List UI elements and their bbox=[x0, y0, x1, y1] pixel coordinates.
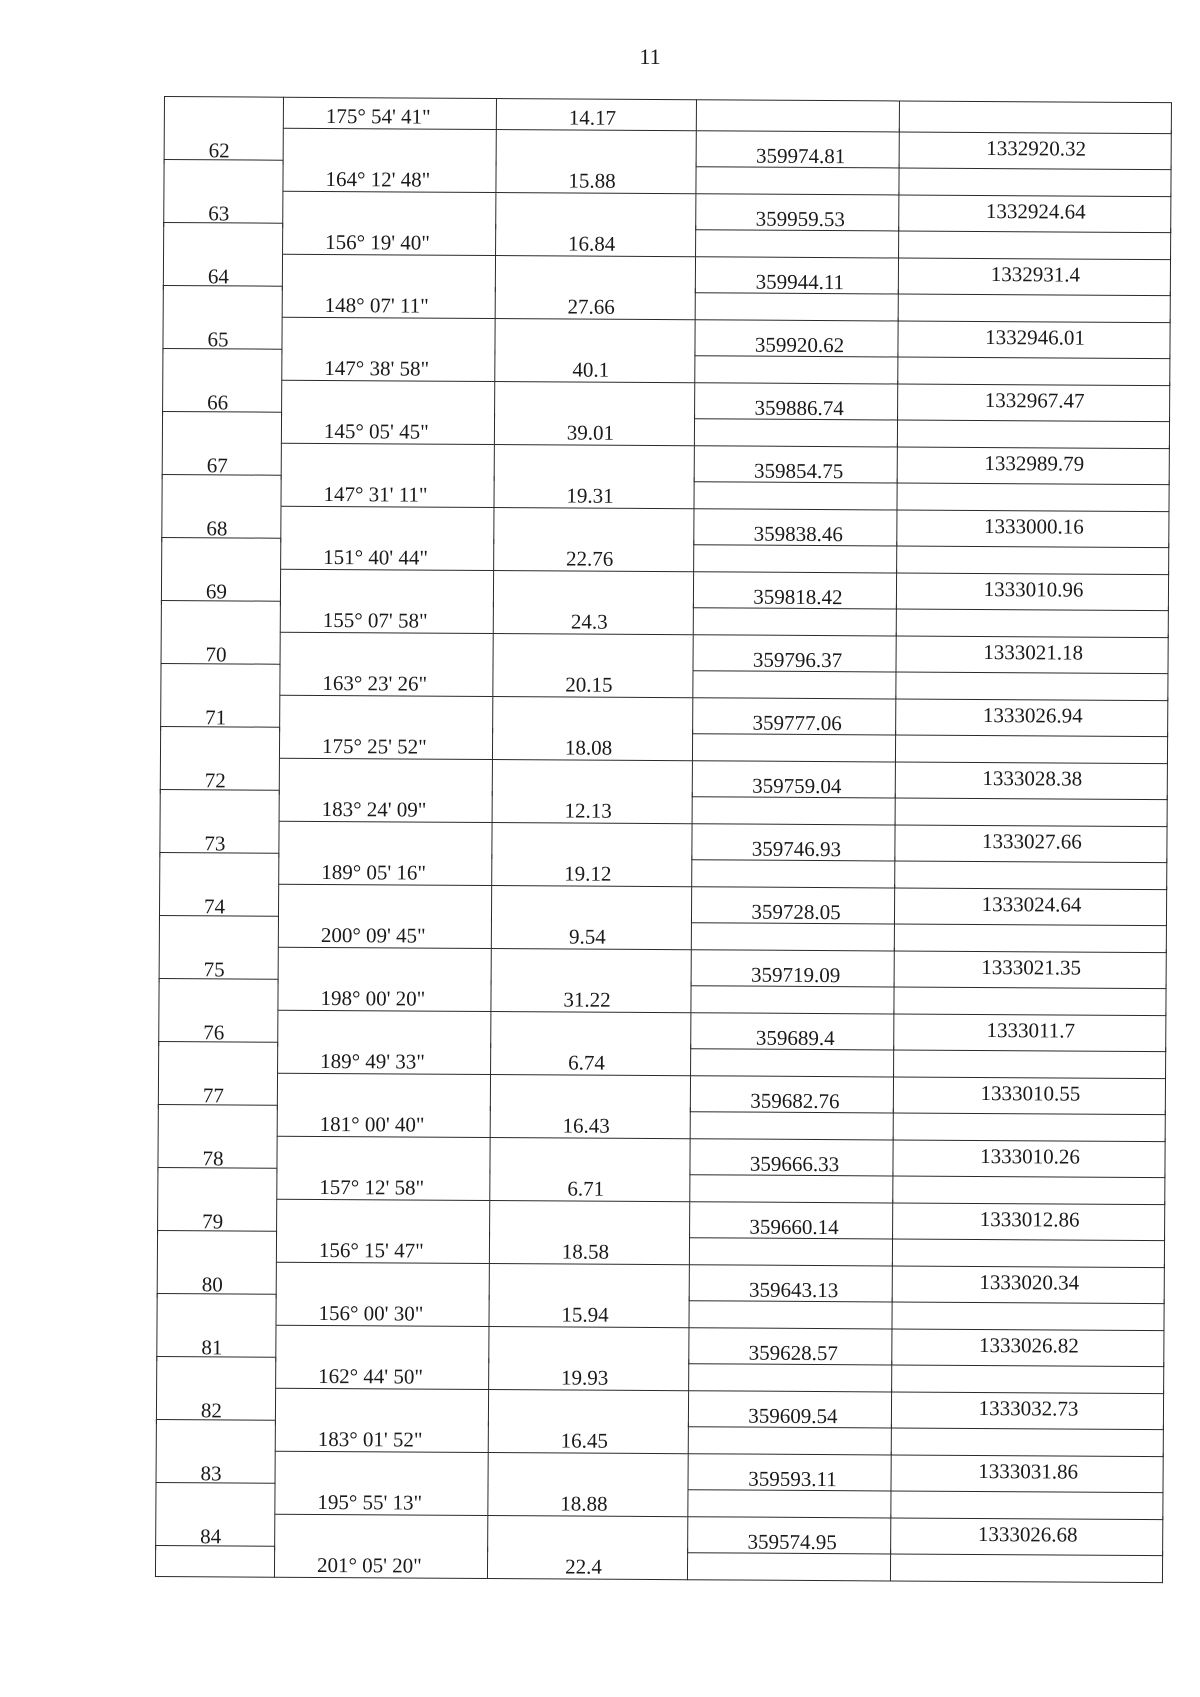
distance-cell: 18.08 bbox=[492, 728, 692, 761]
x-coordinate-cell: 359728.05 bbox=[691, 887, 894, 924]
bearing-cell: 163° 23' 26" bbox=[279, 664, 492, 697]
x-coordinate-cell: 359660.14 bbox=[689, 1202, 892, 1239]
x-coordinate-cell bbox=[695, 225, 898, 258]
distance-cell: 6.74 bbox=[490, 1043, 690, 1076]
x-coordinate-cell: 359818.42 bbox=[693, 572, 896, 609]
x-coordinate-cell bbox=[693, 603, 896, 636]
point-number-cell: 70 bbox=[161, 631, 280, 668]
point-number-cell: 77 bbox=[158, 1072, 277, 1109]
point-number-cell bbox=[163, 222, 282, 254]
x-coordinate-cell: 359944.11 bbox=[695, 257, 898, 294]
x-coordinate-cell: 359574.95 bbox=[687, 1517, 890, 1554]
bearing-cell: 162° 44' 50" bbox=[275, 1357, 488, 1390]
x-coordinate-cell: 359920.62 bbox=[694, 320, 897, 357]
point-number-cell: 74 bbox=[159, 883, 278, 920]
distance-cell: 9.54 bbox=[491, 917, 691, 950]
y-coordinate-cell: 1333012.86 bbox=[892, 1199, 1165, 1241]
bearing-cell: 164° 12' 48" bbox=[282, 160, 495, 193]
x-coordinate-cell: 359609.54 bbox=[688, 1391, 891, 1428]
x-coordinate-cell bbox=[693, 477, 896, 510]
x-coordinate-cell: 359593.11 bbox=[687, 1454, 890, 1491]
distance-cell: 16.43 bbox=[490, 1106, 690, 1139]
y-coordinate-cell: 1333026.68 bbox=[890, 1514, 1163, 1556]
x-coordinate-cell: 359682.76 bbox=[690, 1076, 893, 1113]
x-coordinate-cell bbox=[688, 1296, 891, 1329]
bearing-cell: 198° 00' 20" bbox=[277, 979, 490, 1012]
x-coordinate-cell: 359959.53 bbox=[695, 194, 898, 231]
x-coordinate-cell: 359643.13 bbox=[689, 1265, 892, 1302]
x-coordinate-cell bbox=[694, 351, 897, 384]
point-number-cell bbox=[161, 474, 280, 506]
bearing-cell: 181° 00' 40" bbox=[277, 1105, 490, 1138]
point-number-cell: 84 bbox=[155, 1513, 274, 1550]
x-coordinate-cell bbox=[691, 855, 894, 888]
x-coordinate-cell: 359777.06 bbox=[692, 698, 895, 735]
bearing-cell: 183° 24' 09" bbox=[279, 790, 492, 823]
x-coordinate-cell bbox=[692, 792, 895, 825]
y-coordinate-cell: 1332924.64 bbox=[898, 191, 1171, 233]
point-number-cell: 71 bbox=[160, 694, 279, 731]
x-coordinate-cell: 359628.57 bbox=[688, 1328, 891, 1365]
x-coordinate-cell bbox=[689, 1170, 892, 1203]
x-coordinate-cell: 359719.09 bbox=[691, 950, 894, 987]
page-number: 11 bbox=[639, 44, 661, 69]
point-number-cell: 83 bbox=[156, 1450, 275, 1487]
y-coordinate-cell: 1333028.38 bbox=[895, 758, 1168, 800]
bearing-cell: 175° 54' 41" bbox=[283, 97, 496, 130]
point-number-cell bbox=[161, 600, 280, 632]
bearing-cell: 200° 09' 45" bbox=[278, 916, 491, 949]
distance-cell: 39.01 bbox=[494, 413, 694, 446]
y-coordinate-cell: 1332989.79 bbox=[897, 443, 1170, 485]
x-coordinate-cell bbox=[695, 288, 898, 321]
point-number-cell bbox=[155, 1482, 274, 1514]
point-number-cell bbox=[160, 789, 279, 821]
y-coordinate-cell: 1332931.4 bbox=[898, 254, 1171, 296]
point-number-cell bbox=[159, 915, 278, 947]
point-number-cell bbox=[163, 285, 282, 317]
x-coordinate-cell bbox=[687, 1485, 890, 1518]
y-coordinate-cell: 1333010.55 bbox=[893, 1073, 1166, 1115]
x-coordinate-cell: 359854.75 bbox=[694, 446, 897, 483]
x-coordinate-cell bbox=[696, 99, 899, 132]
distance-cell: 19.93 bbox=[488, 1358, 688, 1391]
y-coordinate-cell: 1333032.73 bbox=[891, 1388, 1164, 1430]
point-number-cell: 73 bbox=[159, 820, 278, 857]
y-coordinate-cell: 1333021.18 bbox=[895, 632, 1168, 674]
point-number-cell bbox=[157, 1167, 276, 1199]
distance-cell: 16.84 bbox=[495, 224, 695, 257]
x-coordinate-cell: 359838.46 bbox=[693, 509, 896, 546]
distance-cell: 19.12 bbox=[491, 854, 691, 887]
point-number-cell bbox=[161, 537, 280, 569]
bearing-cell: 156° 19' 40" bbox=[282, 223, 495, 256]
point-number-cell: 76 bbox=[158, 1009, 277, 1046]
x-coordinate-cell: 359759.04 bbox=[692, 761, 895, 798]
distance-cell: 15.94 bbox=[488, 1295, 688, 1328]
x-coordinate-cell bbox=[690, 1044, 893, 1077]
distance-cell: 31.22 bbox=[490, 980, 690, 1013]
coordinate-table bbox=[155, 96, 1172, 1583]
distance-cell: 12.13 bbox=[492, 791, 692, 824]
x-coordinate-cell: 359974.81 bbox=[696, 131, 899, 168]
x-coordinate-cell bbox=[694, 414, 897, 447]
y-coordinate-cell bbox=[890, 1549, 1163, 1582]
x-coordinate-cell bbox=[690, 981, 893, 1014]
bearing-cell: 147° 31' 11" bbox=[280, 475, 493, 508]
y-coordinate-cell: 1333026.94 bbox=[895, 695, 1168, 737]
bearing-cell: 195° 55' 13" bbox=[274, 1483, 487, 1516]
x-coordinate-cell bbox=[691, 918, 894, 951]
point-number-cell: 79 bbox=[157, 1198, 276, 1235]
point-number-cell: 82 bbox=[156, 1387, 275, 1424]
bearing-cell: 201° 05' 20" bbox=[274, 1546, 487, 1579]
bearing-cell: 148° 07' 11" bbox=[282, 286, 495, 319]
y-coordinate-cell: 1332946.01 bbox=[897, 317, 1170, 359]
distance-cell: 6.71 bbox=[489, 1169, 689, 1202]
point-number-cell bbox=[162, 348, 281, 380]
point-number-cell: 69 bbox=[161, 568, 280, 605]
bearing-row bbox=[155, 1545, 1163, 1583]
bearing-cell: 147° 38' 58" bbox=[281, 349, 494, 382]
y-coordinate-cell: 1333024.64 bbox=[894, 884, 1167, 926]
point-number-cell: 63 bbox=[163, 190, 282, 227]
bearing-cell: 157° 12' 58" bbox=[276, 1168, 489, 1201]
x-coordinate-cell: 359886.74 bbox=[694, 383, 897, 420]
point-number-cell: 68 bbox=[161, 505, 280, 542]
x-coordinate-cell bbox=[693, 540, 896, 573]
x-coordinate-cell: 359746.93 bbox=[691, 824, 894, 861]
distance-cell: 20.15 bbox=[492, 665, 692, 698]
point-number-cell bbox=[158, 1041, 277, 1073]
point-number-cell: 72 bbox=[160, 757, 279, 794]
distance-cell: 24.3 bbox=[493, 602, 693, 635]
distance-cell: 19.31 bbox=[493, 476, 693, 509]
x-coordinate-cell bbox=[690, 1107, 893, 1140]
y-coordinate-cell: 1332967.47 bbox=[897, 380, 1170, 422]
bearing-cell: 155° 07' 58" bbox=[280, 601, 493, 634]
point-number-cell bbox=[158, 1104, 277, 1136]
distance-cell: 27.66 bbox=[495, 287, 695, 320]
bearing-cell: 156° 00' 30" bbox=[275, 1294, 488, 1327]
y-coordinate-cell: 1333021.35 bbox=[894, 947, 1167, 989]
distance-cell: 18.58 bbox=[489, 1232, 689, 1265]
y-coordinate-cell: 1333010.26 bbox=[892, 1136, 1165, 1178]
bearing-cell: 175° 25' 52" bbox=[279, 727, 492, 760]
x-coordinate-cell: 359689.4 bbox=[690, 1013, 893, 1050]
point-number-cell bbox=[160, 726, 279, 758]
point-number-cell bbox=[155, 1545, 274, 1577]
distance-cell: 22.76 bbox=[493, 539, 693, 572]
point-number-cell: 65 bbox=[162, 316, 281, 353]
y-coordinate-cell: 1333031.86 bbox=[890, 1451, 1163, 1493]
distance-cell: 40.1 bbox=[494, 350, 694, 383]
x-coordinate-cell: 359796.37 bbox=[692, 635, 895, 672]
y-coordinate-cell: 1333026.82 bbox=[891, 1325, 1164, 1367]
distance-cell: 16.45 bbox=[488, 1421, 688, 1454]
x-coordinate-cell bbox=[692, 729, 895, 762]
y-coordinate-cell: 1333010.96 bbox=[896, 569, 1169, 611]
point-number-cell: 67 bbox=[162, 442, 281, 479]
x-coordinate-cell bbox=[692, 666, 895, 699]
point-number-cell bbox=[156, 1356, 275, 1388]
point-number-cell bbox=[162, 411, 281, 443]
x-coordinate-cell: 359666.33 bbox=[689, 1139, 892, 1176]
y-coordinate-cell: 1333020.34 bbox=[892, 1262, 1165, 1304]
x-coordinate-cell bbox=[687, 1548, 890, 1581]
y-coordinate-cell: 1332920.32 bbox=[899, 128, 1172, 170]
bearing-cell: 156° 15' 47" bbox=[276, 1231, 489, 1264]
point-number-cell: 64 bbox=[163, 253, 282, 290]
point-number-cell bbox=[156, 1419, 275, 1451]
x-coordinate-cell bbox=[688, 1422, 891, 1455]
bearing-cell: 183° 01' 52" bbox=[275, 1420, 488, 1453]
y-coordinate-cell: 1333000.16 bbox=[896, 506, 1169, 548]
y-coordinate-cell: 1333011.7 bbox=[893, 1010, 1166, 1052]
point-number-cell: 80 bbox=[157, 1261, 276, 1298]
point-number-cell bbox=[159, 852, 278, 884]
point-number-cell bbox=[156, 1293, 275, 1325]
point-number-cell: 75 bbox=[159, 946, 278, 983]
point-number-cell bbox=[160, 663, 279, 695]
distance-cell: 15.88 bbox=[495, 161, 695, 194]
distance-cell: 14.17 bbox=[496, 98, 696, 131]
distance-cell: 18.88 bbox=[487, 1484, 687, 1517]
x-coordinate-cell bbox=[688, 1359, 891, 1392]
bearing-cell: 145° 05' 45" bbox=[281, 412, 494, 445]
point-number-cell bbox=[157, 1230, 276, 1262]
x-coordinate-cell bbox=[695, 162, 898, 195]
point-number-cell: 66 bbox=[162, 379, 281, 416]
point-number-cell: 62 bbox=[164, 127, 283, 164]
bearing-cell: 189° 49' 33" bbox=[277, 1042, 490, 1075]
point-number-cell: 81 bbox=[156, 1324, 275, 1361]
x-coordinate-cell bbox=[689, 1233, 892, 1266]
y-coordinate-cell: 1333027.66 bbox=[894, 821, 1167, 863]
point-number-cell: 78 bbox=[157, 1135, 276, 1172]
point-number-cell bbox=[164, 96, 283, 128]
distance-cell: 22.4 bbox=[487, 1547, 687, 1580]
point-number-cell bbox=[158, 978, 277, 1010]
point-number-cell bbox=[163, 159, 282, 191]
bearing-cell: 189° 05' 16" bbox=[278, 853, 491, 886]
bearing-cell: 151° 40' 44" bbox=[280, 538, 493, 571]
